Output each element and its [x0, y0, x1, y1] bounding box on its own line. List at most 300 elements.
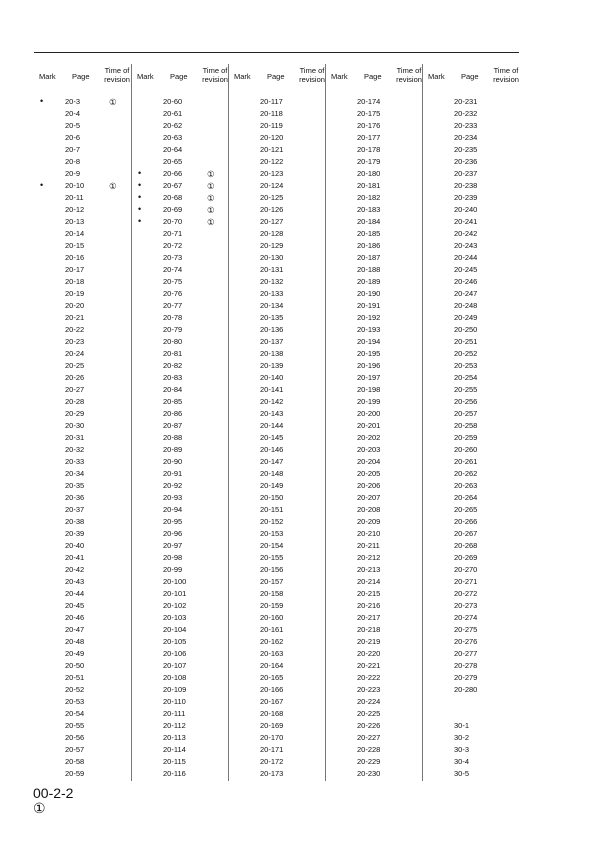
table-row: [326, 300, 423, 312]
row-page: 20-51: [65, 673, 85, 682]
header-mark: Mark: [331, 72, 348, 81]
table-row: [423, 732, 520, 744]
row-page: 20-168: [260, 709, 284, 718]
row-page: 20-15: [65, 241, 85, 250]
row-page: 20-269: [454, 553, 478, 562]
table-row: [132, 696, 229, 708]
row-page: 20-9: [65, 169, 81, 178]
row-page: 20-231: [454, 97, 478, 106]
table-row: [326, 732, 423, 744]
row-page: 20-228: [357, 745, 381, 754]
table-row: [229, 588, 326, 600]
row-page: 20-70: [163, 217, 183, 226]
row-page: 20-132: [260, 277, 284, 286]
row-page: 20-179: [357, 157, 381, 166]
table-row: [229, 264, 326, 276]
table-row: [326, 252, 423, 264]
table-row: [34, 420, 131, 432]
table-row: [132, 708, 229, 720]
row-page: 20-227: [357, 733, 381, 742]
row-page: 20-201: [357, 421, 381, 430]
row-revision: ①: [109, 97, 117, 107]
row-page: 20-117: [260, 97, 283, 106]
header-page: Page: [170, 72, 188, 81]
table-row: [34, 348, 131, 360]
table-row: [326, 636, 423, 648]
row-page: 20-145: [260, 433, 284, 442]
table-row: [229, 504, 326, 516]
table-row: [229, 516, 326, 528]
table-row: [326, 480, 423, 492]
row-page: 20-26: [65, 373, 85, 382]
row-page: 20-204: [357, 457, 381, 466]
row-page: 20-38: [65, 517, 85, 526]
table-row: [229, 528, 326, 540]
row-page: 20-137: [260, 337, 284, 346]
row-page: 20-245: [454, 265, 478, 274]
row-page: 20-232: [454, 109, 478, 118]
row-page: 20-97: [163, 541, 183, 550]
row-page: 20-11: [65, 193, 84, 202]
row-page: 20-121: [260, 145, 284, 154]
row-page: 20-273: [454, 601, 478, 610]
row-page: 30-5: [454, 769, 470, 778]
row-page: 20-69: [163, 205, 183, 214]
row-page: 20-21: [65, 313, 85, 322]
row-page: 20-92: [163, 481, 183, 490]
table-row: [326, 276, 423, 288]
row-page: 20-175: [357, 109, 381, 118]
table-row: [423, 168, 520, 180]
table-row: [326, 204, 423, 216]
table-row: [326, 132, 423, 144]
row-page: 20-44: [65, 589, 85, 598]
table-row: [132, 624, 229, 636]
table-row: [132, 552, 229, 564]
table-row: [132, 456, 229, 468]
table-row: [326, 588, 423, 600]
row-revision: ①: [207, 217, 215, 227]
table-row: [34, 504, 131, 516]
row-page: 20-223: [357, 685, 381, 694]
table-row: [423, 252, 520, 264]
row-page: 20-249: [454, 313, 478, 322]
table-row: [229, 252, 326, 264]
table-row: [34, 588, 131, 600]
table-row: [132, 180, 229, 192]
row-page: 20-7: [65, 145, 81, 154]
row-page: 20-169: [260, 721, 284, 730]
table-row: [132, 732, 229, 744]
row-page: 20-39: [65, 529, 85, 538]
table-row: [229, 324, 326, 336]
row-page: 20-211: [357, 541, 380, 550]
table-row: [132, 228, 229, 240]
row-page: 20-153: [260, 529, 284, 538]
table-row: [34, 204, 131, 216]
row-page: 20-27: [65, 385, 85, 394]
row-page: 20-221: [357, 661, 381, 670]
row-page: 20-41: [65, 553, 85, 562]
table-row: [423, 636, 520, 648]
row-page: 20-244: [454, 253, 478, 262]
header-time-of-revision: [297, 67, 327, 84]
table-row: [132, 660, 229, 672]
row-page: 20-209: [357, 517, 381, 526]
table-row: [34, 624, 131, 636]
row-page: 20-106: [163, 649, 187, 658]
row-page: 20-156: [260, 565, 284, 574]
row-page: 20-40: [65, 541, 85, 550]
row-page: 20-36: [65, 493, 85, 502]
row-page: 20-99: [163, 565, 183, 574]
table-row: [34, 288, 131, 300]
table-row: [229, 756, 326, 768]
table-row: [326, 348, 423, 360]
table-row: [34, 132, 131, 144]
rows: [132, 96, 229, 780]
table-row: [229, 732, 326, 744]
row-page: 20-109: [163, 685, 187, 694]
table-row: [34, 252, 131, 264]
table-row: [423, 492, 520, 504]
table-row: [34, 564, 131, 576]
table-row: [132, 300, 229, 312]
row-revision: ①: [207, 181, 215, 191]
table-row: [423, 564, 520, 576]
table-row: [34, 540, 131, 552]
table-row: [326, 504, 423, 516]
row-page: 20-184: [357, 217, 381, 226]
table-row: [229, 228, 326, 240]
row-page: 20-18: [65, 277, 85, 286]
row-page: 20-20: [65, 301, 85, 310]
table-row: [34, 156, 131, 168]
row-page: 20-126: [260, 205, 284, 214]
row-page: 20-213: [357, 565, 381, 574]
table-row: [229, 396, 326, 408]
row-page: 20-172: [260, 757, 284, 766]
row-page: 20-136: [260, 325, 284, 334]
table-row: [326, 468, 423, 480]
table-row: [229, 360, 326, 372]
table-row: [229, 408, 326, 420]
row-mark: •: [138, 168, 142, 178]
table-row: [326, 420, 423, 432]
table-row: [34, 492, 131, 504]
row-page: 20-35: [65, 481, 85, 490]
table-row: [34, 468, 131, 480]
table-row: [132, 156, 229, 168]
table-row: [326, 720, 423, 732]
table-row: [229, 660, 326, 672]
table-row: [326, 288, 423, 300]
row-page: 20-199: [357, 397, 381, 406]
row-page: 20-144: [260, 421, 284, 430]
table-row: [34, 732, 131, 744]
table-row: [423, 216, 520, 228]
table-row: [34, 576, 131, 588]
row-page: 20-135: [260, 313, 284, 322]
page-number: 00-2-2: [33, 785, 74, 801]
row-page: 20-32: [65, 445, 85, 454]
header-mark: Mark: [137, 72, 154, 81]
table-row: [229, 672, 326, 684]
header-time-line2: revision: [493, 74, 519, 84]
table-row: [34, 552, 131, 564]
table-row: [326, 168, 423, 180]
row-page: 20-80: [163, 337, 183, 346]
table-row: [132, 120, 229, 132]
table-row: [34, 120, 131, 132]
table-row: [132, 492, 229, 504]
row-page: 20-105: [163, 637, 187, 646]
row-page: 20-75: [163, 277, 183, 286]
row-revision: ①: [109, 181, 117, 191]
row-page: 20-103: [163, 613, 187, 622]
table-row: [34, 708, 131, 720]
table-row: [423, 288, 520, 300]
table-row: [34, 372, 131, 384]
row-page: 20-260: [454, 445, 478, 454]
table-row: [229, 480, 326, 492]
row-page: 20-50: [65, 661, 85, 670]
row-page: 20-150: [260, 493, 284, 502]
header-page: Page: [461, 72, 479, 81]
table-row: [34, 528, 131, 540]
table-row: [132, 768, 229, 780]
row-page: 20-98: [163, 553, 183, 562]
row-page: 20-185: [357, 229, 381, 238]
row-page: 20-154: [260, 541, 284, 550]
table-row: [326, 120, 423, 132]
table-row: [132, 348, 229, 360]
table-row: [229, 336, 326, 348]
header-time-of-revision: [394, 67, 424, 84]
table-row: [326, 372, 423, 384]
table-row: [132, 372, 229, 384]
table-row: [34, 276, 131, 288]
table-row: [423, 372, 520, 384]
table-row: [326, 756, 423, 768]
table-row: [423, 384, 520, 396]
row-page: 20-240: [454, 205, 478, 214]
row-page: 20-63: [163, 133, 183, 142]
row-page: 20-274: [454, 613, 478, 622]
header-time-line1: Time of: [202, 66, 228, 75]
table-row: [423, 264, 520, 276]
table-row: [34, 240, 131, 252]
table-row: [132, 504, 229, 516]
row-page: 20-88: [163, 433, 183, 442]
table-row: [229, 444, 326, 456]
row-page: 20-206: [357, 481, 381, 490]
table-row: [132, 108, 229, 120]
header-mark: Mark: [428, 72, 445, 81]
table-row: [229, 624, 326, 636]
row-page: 20-250: [454, 325, 478, 334]
table-row: [423, 552, 520, 564]
table-row: [423, 144, 520, 156]
table-row: [229, 132, 326, 144]
header-time-of-revision: [102, 67, 132, 84]
row-page: 20-29: [65, 409, 85, 418]
table-row: [423, 276, 520, 288]
table-row: [229, 612, 326, 624]
row-page: 20-142: [260, 397, 284, 406]
row-page: 20-79: [163, 325, 183, 334]
row-page: 20-170: [260, 733, 284, 742]
row-page: 20-47: [65, 625, 85, 634]
table-row: [326, 336, 423, 348]
row-page: 20-181: [357, 181, 381, 190]
table-row: [326, 408, 423, 420]
header-time-line1: Time of: [104, 66, 130, 75]
row-page: 20-210: [357, 529, 381, 538]
row-page: 20-271: [454, 577, 478, 586]
row-page: 20-188: [357, 265, 381, 274]
header-time-of-revision: [491, 67, 521, 84]
table-row: [423, 768, 520, 780]
row-page: 20-233: [454, 121, 478, 130]
column-header: [229, 64, 326, 86]
row-page: 20-183: [357, 205, 381, 214]
table-row: [229, 168, 326, 180]
table-row: [326, 492, 423, 504]
row-page: 20-258: [454, 421, 478, 430]
table-row: [326, 456, 423, 468]
row-page: 20-237: [454, 169, 478, 178]
row-page: 20-128: [260, 229, 284, 238]
table-row: [229, 180, 326, 192]
row-page: 20-242: [454, 229, 478, 238]
table-row: [229, 456, 326, 468]
row-page: 20-275: [454, 625, 478, 634]
table-row: [326, 624, 423, 636]
row-page: 20-81: [163, 349, 183, 358]
row-page: 20-251: [454, 337, 478, 346]
row-page: 20-100: [163, 577, 187, 586]
table-row: [34, 720, 131, 732]
row-page: 20-28: [65, 397, 85, 406]
table-row: [229, 696, 326, 708]
row-page: 20-202: [357, 433, 381, 442]
row-page: 20-218: [357, 625, 381, 634]
row-page: 20-25: [65, 361, 85, 370]
table-row: [132, 168, 229, 180]
row-page: 20-220: [357, 649, 381, 658]
table-row: [326, 708, 423, 720]
table-row: [229, 288, 326, 300]
row-page: 20-67: [163, 181, 183, 190]
row-page: 20-161: [260, 625, 284, 634]
row-page: 20-119: [260, 121, 283, 130]
row-page: 20-12: [65, 205, 85, 214]
table-row: [132, 540, 229, 552]
table-row: [229, 312, 326, 324]
row-page: 20-195: [357, 349, 381, 358]
row-page: 20-186: [357, 241, 381, 250]
table-row: [229, 708, 326, 720]
table-row: [423, 660, 520, 672]
table-row: [229, 540, 326, 552]
row-page: 20-114: [163, 745, 186, 754]
row-page: 20-266: [454, 517, 478, 526]
table-row: [423, 312, 520, 324]
table-row: [132, 312, 229, 324]
table-row: [229, 216, 326, 228]
row-page: 20-241: [454, 217, 478, 226]
row-page: 20-200: [357, 409, 381, 418]
row-page: 20-107: [163, 661, 187, 670]
row-page: 20-207: [357, 493, 381, 502]
table-row: [229, 564, 326, 576]
table-row: [132, 612, 229, 624]
table-row: [229, 432, 326, 444]
row-page: 20-34: [65, 469, 85, 478]
row-page: 20-191: [357, 301, 381, 310]
table-row: [229, 156, 326, 168]
row-page: 20-16: [65, 253, 85, 262]
table-row: [132, 480, 229, 492]
row-page: 20-22: [65, 325, 85, 334]
table-row: [326, 108, 423, 120]
table-row: [34, 408, 131, 420]
row-page: 30-3: [454, 745, 470, 754]
row-page: 20-84: [163, 385, 183, 394]
row-page: 20-127: [260, 217, 284, 226]
table-row: [132, 264, 229, 276]
row-page: 20-180: [357, 169, 381, 178]
row-page: 20-31: [65, 433, 85, 442]
header-time-line2: revision: [396, 74, 422, 84]
row-page: 20-115: [163, 757, 186, 766]
row-page: 20-74: [163, 265, 183, 274]
table-row: [423, 96, 520, 108]
table-row: [34, 432, 131, 444]
row-page: 20-261: [454, 457, 478, 466]
row-page: 20-64: [163, 145, 183, 154]
table-row: [423, 504, 520, 516]
row-page: 20-236: [454, 157, 478, 166]
table-row: [229, 648, 326, 660]
table-row: [326, 96, 423, 108]
row-page: 20-48: [65, 637, 85, 646]
table-row: [423, 708, 520, 720]
row-page: 20-265: [454, 505, 478, 514]
row-mark: •: [138, 192, 142, 202]
row-page: 20-37: [65, 505, 85, 514]
table-row: [326, 540, 423, 552]
row-page: 20-238: [454, 181, 478, 190]
table-row: [229, 372, 326, 384]
row-page: 20-45: [65, 601, 85, 610]
row-page: 20-140: [260, 373, 284, 382]
row-page: 20-108: [163, 673, 187, 682]
row-page: 20-194: [357, 337, 381, 346]
table-row: [229, 492, 326, 504]
row-page: 20-162: [260, 637, 284, 646]
table-row: [229, 468, 326, 480]
row-page: 20-219: [357, 637, 381, 646]
table-row: [34, 480, 131, 492]
row-page: 20-83: [163, 373, 183, 382]
revision-mark: ①: [33, 800, 46, 816]
table-row: [423, 432, 520, 444]
row-page: 20-113: [163, 733, 186, 742]
row-page: 20-229: [357, 757, 381, 766]
header-time-line1: Time of: [493, 66, 519, 75]
